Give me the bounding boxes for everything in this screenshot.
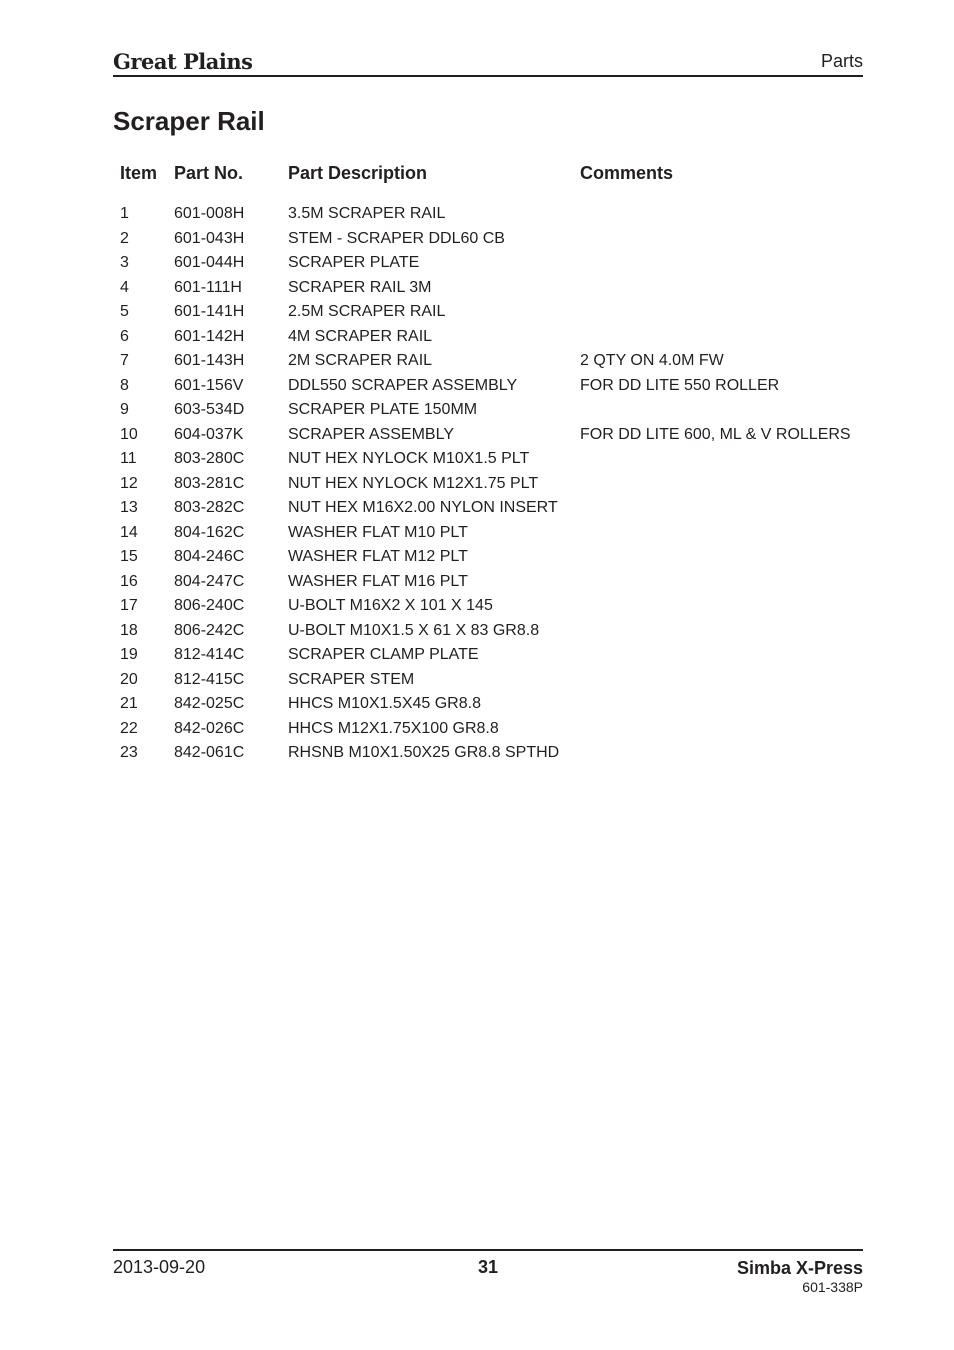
row-item-number: 12	[120, 474, 138, 492]
row-part-number: 803-282C	[174, 499, 245, 516]
row-part-number: 604-037K	[174, 425, 244, 443]
table-row	[113, 251, 863, 276]
row-part-number: 806-240C	[174, 597, 245, 614]
table-row	[113, 496, 863, 521]
row-item-number: 14	[120, 523, 138, 541]
row-comments	[580, 692, 863, 717]
row-part-number: 804-246C	[174, 548, 245, 565]
table-row	[113, 398, 863, 423]
row-item-number: 8	[120, 376, 129, 394]
row-part-number: 603-534D	[174, 401, 245, 418]
table-row	[113, 619, 863, 644]
table-row	[113, 300, 863, 325]
row-comments: 2 QTY ON 4.0M FW	[580, 352, 724, 369]
table-row	[113, 423, 863, 448]
row-part-number: 804-162C	[174, 523, 245, 541]
row-item-number: 1	[120, 205, 129, 222]
brand-logo: Great Plains	[113, 49, 253, 74]
row-description: 2M SCRAPER RAIL	[288, 352, 433, 369]
section-label: Parts	[820, 51, 863, 71]
row-description: 2.5M SCRAPER RAIL	[288, 303, 446, 320]
row-comments: FOR DD LITE 600, ML & V ROLLERS	[580, 425, 851, 443]
parts-table	[113, 158, 863, 766]
row-part-number: 601-111H	[174, 278, 242, 296]
row-comments	[580, 521, 863, 546]
row-comments	[580, 251, 863, 276]
row-item-number: 17	[120, 597, 138, 614]
row-comments	[580, 276, 863, 301]
row-comments	[580, 447, 863, 472]
table-row	[113, 447, 863, 472]
row-item-number: 5	[120, 303, 129, 320]
row-description: NUT HEX NYLOCK M10X1.5 PLT	[288, 450, 530, 467]
column-header-item: Item	[120, 163, 158, 183]
table-row	[113, 374, 863, 399]
table-row	[113, 227, 863, 252]
row-description: STEM - SCRAPER DDL60 CB	[288, 229, 505, 247]
row-description: NUT HEX NYLOCK M12X1.75 PLT	[288, 474, 539, 492]
table-row	[113, 668, 863, 693]
row-description: U-BOLT M16X2 X 101 X 145	[288, 597, 493, 614]
table-row	[113, 276, 863, 301]
row-part-number: 601-008H	[174, 205, 245, 222]
row-description: SCRAPER RAIL 3M	[288, 278, 432, 296]
product-name: Simba X-Press	[736, 1258, 863, 1278]
row-comments	[580, 398, 863, 423]
row-description: DDL550 SCRAPER ASSEMBLY	[288, 376, 518, 394]
row-item-number: 15	[120, 548, 138, 565]
row-description: SCRAPER ASSEMBLY	[288, 425, 454, 443]
row-description: 4M SCRAPER RAIL	[288, 327, 433, 345]
row-part-number: 842-025C	[174, 695, 245, 712]
page-number: 31	[477, 1257, 499, 1277]
row-comments	[580, 300, 863, 325]
row-comments	[580, 472, 863, 497]
column-header-comments: Comments	[580, 163, 674, 183]
row-comments	[580, 325, 863, 350]
row-item-number: 2	[120, 229, 129, 247]
row-part-number: 812-414C	[174, 646, 245, 663]
row-item-number: 22	[120, 719, 138, 737]
row-item-number: 18	[120, 621, 138, 639]
row-description: U-BOLT M10X1.5 X 61 X 83 GR8.8	[288, 621, 540, 639]
row-comments	[580, 741, 863, 766]
row-item-number: 20	[120, 670, 138, 688]
row-part-number: 803-281C	[174, 474, 245, 492]
row-comments	[580, 496, 863, 521]
row-description: SCRAPER PLATE	[288, 254, 420, 271]
column-header-part-no: Part No.	[174, 163, 244, 183]
row-comments	[580, 202, 863, 227]
row-part-number: 601-141H	[174, 303, 245, 320]
row-description: RHSNB M10X1.50X25 GR8.8 SPTHD	[288, 744, 560, 761]
row-item-number: 7	[120, 352, 129, 369]
row-part-number: 601-043H	[174, 229, 245, 247]
document-number: 601-338P	[802, 1279, 863, 1295]
table-row	[113, 717, 863, 742]
row-item-number: 11	[120, 450, 137, 467]
row-comments	[580, 717, 863, 742]
row-part-number: 601-142H	[174, 327, 245, 345]
row-comments	[580, 545, 863, 570]
table-row	[113, 692, 863, 717]
row-part-number: 842-061C	[174, 744, 245, 761]
row-description: NUT HEX M16X2.00 NYLON INSERT	[288, 499, 558, 516]
row-description: WASHER FLAT M16 PLT	[288, 572, 468, 590]
row-description: SCRAPER STEM	[288, 670, 415, 688]
table-row	[113, 643, 863, 668]
row-description: SCRAPER CLAMP PLATE	[288, 646, 479, 663]
table-header-row	[113, 158, 863, 188]
row-part-number: 601-156V	[174, 376, 244, 394]
row-part-number: 601-143H	[174, 352, 245, 369]
table-row	[113, 570, 863, 595]
row-comments	[580, 643, 863, 668]
table-row	[113, 202, 863, 227]
row-comments	[580, 594, 863, 619]
row-comments	[580, 227, 863, 252]
row-description: 3.5M SCRAPER RAIL	[288, 205, 446, 222]
row-description: HHCS M12X1.75X100 GR8.8	[288, 719, 499, 737]
page-title: Scraper Rail	[113, 106, 265, 136]
row-item-number: 9	[120, 401, 129, 418]
row-part-number: 842-026C	[174, 719, 245, 737]
row-item-number: 13	[120, 499, 138, 516]
table-row	[113, 325, 863, 350]
row-item-number: 4	[120, 278, 129, 296]
table-row	[113, 594, 863, 619]
row-part-number: 803-280C	[174, 450, 245, 467]
parts-table-body	[113, 202, 863, 766]
row-part-number: 806-242C	[174, 621, 245, 639]
page-header	[113, 46, 863, 77]
row-comments: FOR DD LITE 550 ROLLER	[580, 376, 780, 394]
column-header-description: Part Description	[288, 163, 428, 183]
row-item-number: 3	[120, 254, 129, 271]
table-row	[113, 741, 863, 766]
row-description: WASHER FLAT M12 PLT	[288, 548, 468, 565]
row-item-number: 21	[120, 695, 138, 712]
row-part-number: 812-415C	[174, 670, 245, 688]
page-footer	[113, 1249, 863, 1301]
row-comments	[580, 619, 863, 644]
row-description: SCRAPER PLATE 150MM	[288, 401, 478, 418]
table-row	[113, 545, 863, 570]
row-item-number: 19	[120, 646, 138, 663]
table-row	[113, 521, 863, 546]
row-description: HHCS M10X1.5X45 GR8.8	[288, 695, 481, 712]
row-item-number: 6	[120, 327, 129, 345]
row-part-number: 804-247C	[174, 572, 245, 590]
table-row	[113, 349, 863, 374]
table-row	[113, 472, 863, 497]
row-part-number: 601-044H	[174, 254, 245, 271]
row-item-number: 10	[120, 425, 138, 443]
row-item-number: 16	[120, 572, 138, 590]
row-comments	[580, 570, 863, 595]
row-description: WASHER FLAT M10 PLT	[288, 523, 468, 541]
footer-date: 2013-09-20	[113, 1257, 206, 1277]
row-comments	[580, 668, 863, 693]
row-item-number: 23	[120, 744, 138, 761]
